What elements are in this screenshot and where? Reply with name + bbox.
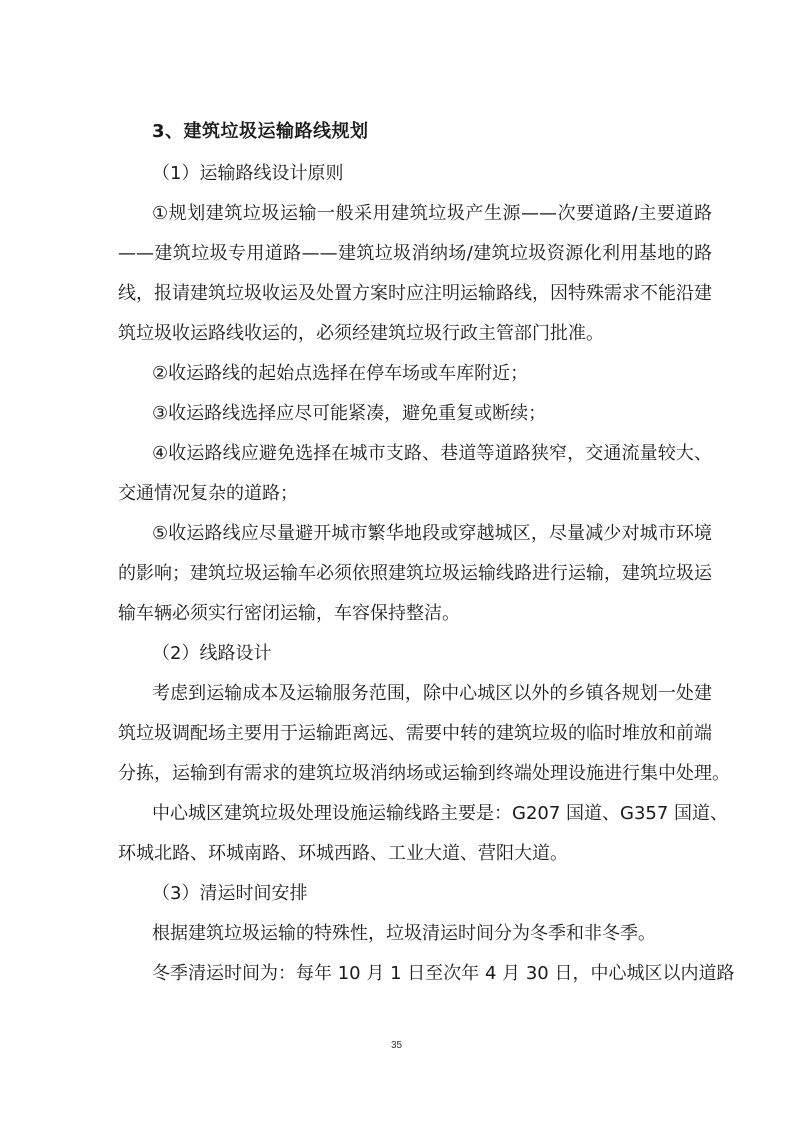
paragraph-line: 根据建筑垃圾运输的特殊性，垃圾清运时间分为冬季和非冬季。: [152, 923, 656, 944]
paragraph-line: 的影响；建筑垃圾运输车必须依照建筑垃圾运输线路进行运输，建筑垃圾运: [118, 563, 712, 584]
paragraph-line: 冬季清运时间为：每年 10 月 1 日至次年 4 月 30 日，中心城区以内道路: [152, 963, 735, 984]
paragraph-line: 环城北路、环城南路、环城西路、工业大道、营阳大道。: [118, 843, 568, 864]
paragraph-line: ⑤收运路线应尽量避开城市繁华地段或穿越城区，尽量减少对城市环境: [152, 523, 712, 544]
subsection-title: （1）运输路线设计原则: [152, 163, 344, 184]
paragraph-line: 中心城区建筑垃圾处理设施运输线路主要是：G207 国道、G357 国道、: [152, 803, 729, 824]
paragraph-line: 交通情况复杂的道路；: [118, 483, 298, 504]
paragraph-line: ③收运路线选择应尽可能紧凑，避免重复或断续；: [152, 403, 547, 424]
paragraph-line: 输车辆必须实行密闭运输，车容保持整洁。: [118, 603, 460, 624]
paragraph-line: 筑垃圾调配场主要用于运输距离远、需要中转的建筑垃圾的临时堆放和前端: [118, 723, 712, 744]
subsection-title: （2）线路设计: [152, 643, 272, 664]
paragraph-line: ②收运路线的起始点选择在停车场或车库附近；: [152, 363, 529, 384]
section-heading: 3、建筑垃圾运输路线规划: [152, 121, 369, 142]
page-number: 35: [390, 1040, 403, 1051]
paragraph-line: 线，报请建筑垃圾收运及处置方案时应注明运输路线，因特殊需求不能沿建: [118, 283, 712, 304]
subsection-title: （3）清运时间安排: [152, 883, 308, 904]
paragraph-line: ④收运路线应避免选择在城市支路、巷道等道路狭窄，交通流量较大、: [152, 443, 712, 464]
paragraph-line: 筑垃圾收运路线收运的，必须经建筑垃圾行政主管部门批准。: [118, 323, 604, 344]
paragraph-line: ——建筑垃圾专用道路——建筑垃圾消纳场/建筑垃圾资源化利用基地的路: [118, 243, 712, 264]
paragraph-line: 分拣，运输到有需求的建筑垃圾消纳场或运输到终端处理设施进行集中处理。: [118, 763, 730, 784]
paragraph-line: 考虑到运输成本及运输服务范围，除中心城区以外的乡镇各规划一处建: [152, 683, 712, 704]
paragraph-line: ①规划建筑垃圾运输一般采用建筑垃圾产生源——次要道路/主要道路: [152, 203, 712, 224]
